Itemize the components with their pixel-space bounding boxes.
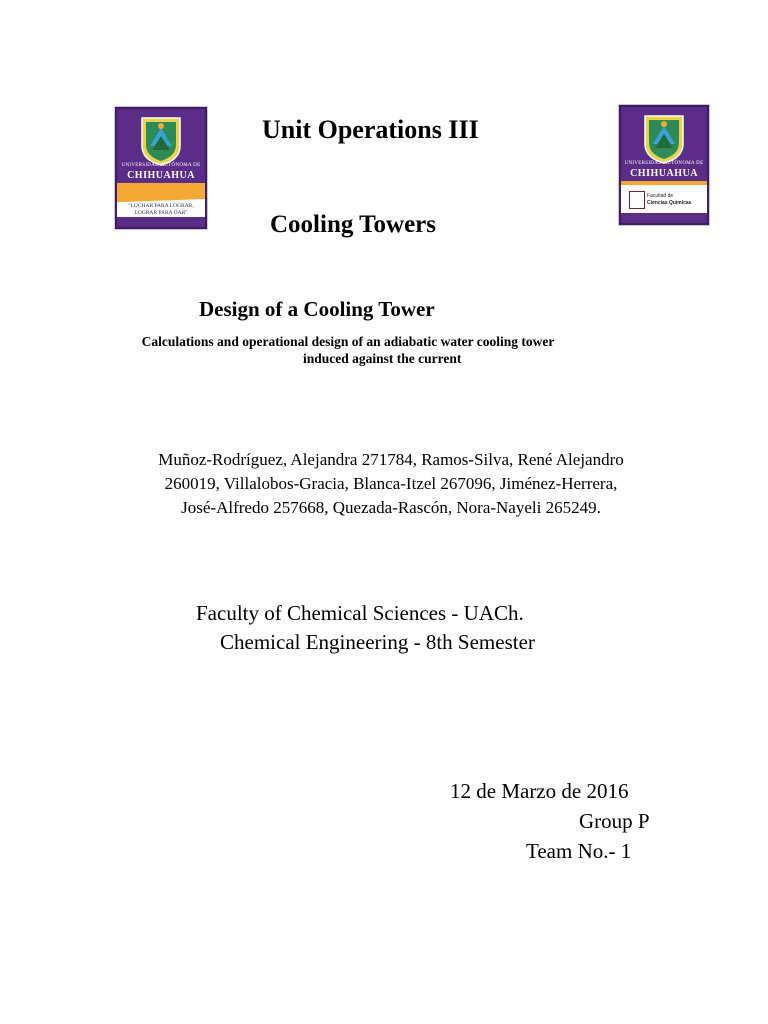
subtitle-line2: induced against the current: [303, 351, 462, 366]
logo-bottom-bar: [117, 217, 205, 227]
subtitle-line1: Calculations and operational design of an adiabatic water cooling tower: [141, 334, 555, 349]
authors-line2: 260019, Villalobos-Gracia, Blanca-Itzel 267096, Jiménez-Herrera,: [164, 474, 618, 493]
logo-motto: [117, 203, 205, 217]
logo-bottom-bar: [621, 213, 707, 223]
university-logo-right: [619, 105, 709, 225]
faculty-building-icon: [629, 191, 645, 209]
authors-line3: José-Alfredo 257668, Quezada-Rascón, Nora-Nayeli 265249.: [181, 498, 601, 517]
course-title: Unit Operations III: [262, 115, 479, 144]
design-title: Design of a Cooling Tower: [199, 297, 435, 321]
program-name: Chemical Engineering - 8th Semester: [220, 630, 535, 654]
logo-faculty-line2: Ciencias Químicas: [647, 200, 692, 206]
logo-motto-line1: "LUCHAR PARA LOGRAR,: [128, 203, 194, 209]
logo-university-name: CHIHUAHUA: [630, 168, 698, 179]
logo-university-name: CHIHUAHUA: [127, 170, 195, 181]
group: Group P: [579, 809, 650, 833]
subtitle: [100, 333, 596, 367]
date: 12 de Marzo de 2016: [450, 779, 629, 803]
university-logo-left: [115, 107, 207, 229]
logo-faculty: [647, 193, 691, 207]
crest-icon: [138, 116, 184, 166]
authors-line1: Muñoz-Rodríguez, Alejandra 271784, Ramos-Silva, René Alejandro: [158, 450, 624, 469]
logo-university-small: UNIVERSIDAD AUTÓNOMA DE: [121, 163, 201, 168]
faculty-name: Faculty of Chemical Sciences - UACh.: [196, 601, 524, 625]
crest-icon: [641, 114, 687, 164]
logo-faculty-line1: Facultad de: [647, 193, 674, 199]
logo-university-small: UNIVERSIDAD AUTÓNOMA DE: [624, 161, 704, 166]
topic-title: Cooling Towers: [270, 211, 437, 238]
team: Team No.- 1: [526, 839, 632, 863]
authors: [100, 448, 682, 520]
logo-motto-line2: LOGRAR PARA DAR": [134, 210, 188, 216]
